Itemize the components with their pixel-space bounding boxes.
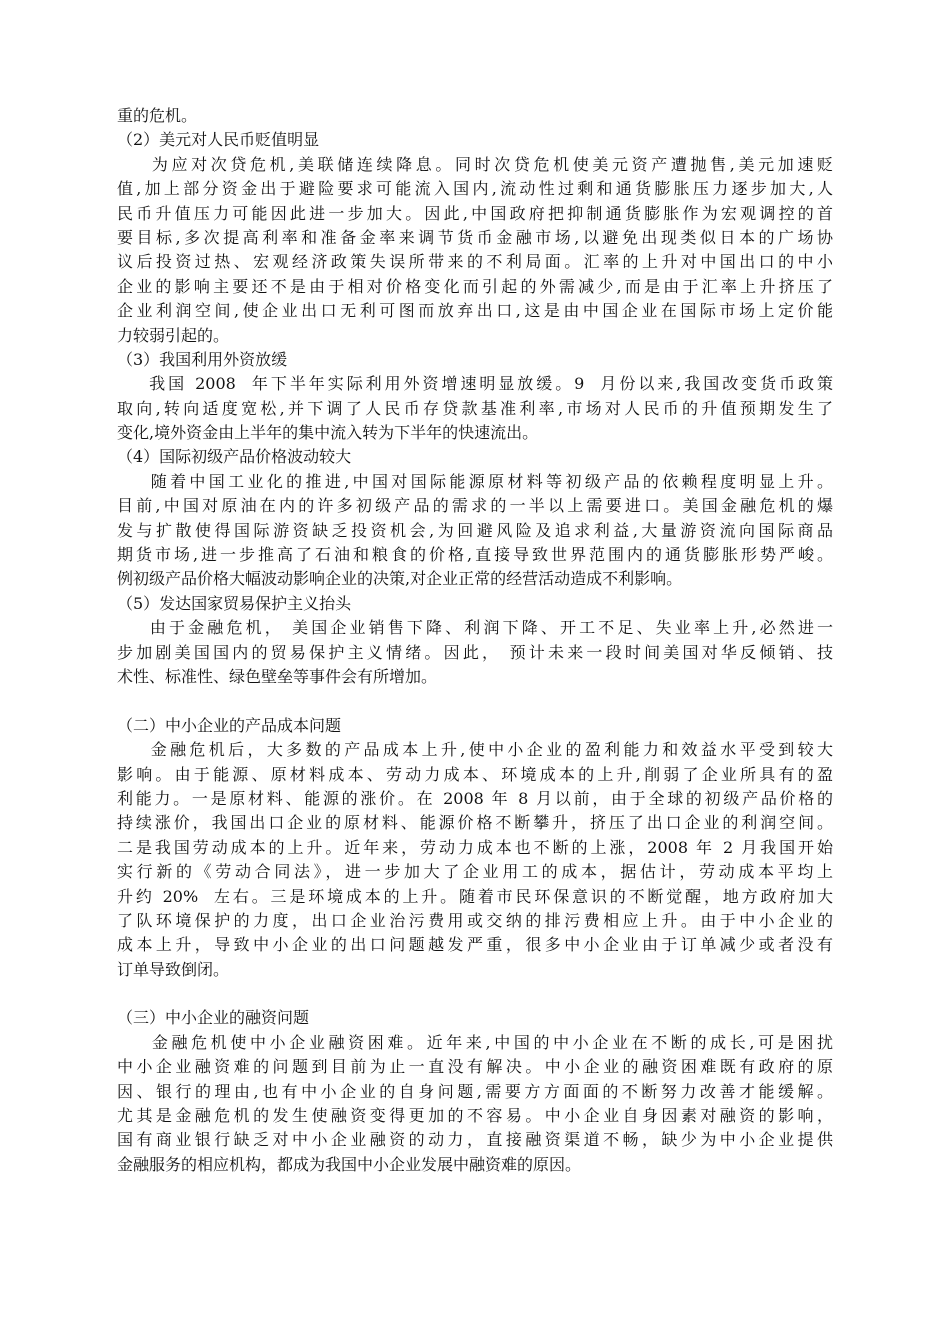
- paragraph-line: 目前,中国对原油在内的许多初级产品的需求的一半以上需要进口。美国金融危机的爆: [117, 496, 833, 516]
- paragraph-line: 例初级产品价格大幅波动影响企业的决策,对企业正常的经营活动造成不利影响。: [117, 569, 683, 589]
- subsection-heading: （5）发达国家贸易保护主义抬头: [117, 593, 352, 613]
- intro-line: 重的危机。: [117, 106, 198, 125]
- paragraph-line: 企业的影响主要还不是由于相对价格变化而引起的外需减少,而是由于汇率上升挤压了: [117, 276, 833, 296]
- paragraph-line: 订单导致倒闭。: [117, 959, 230, 979]
- paragraph-line: 尤其是金融危机的发生使融资变得更加的不容易。中小企业自身因素对融资的影响，: [117, 1106, 833, 1126]
- paragraph-line: 实行新的《劳动合同法》，进一步加大了企业用工的成本，据估计，劳动成本平均上: [117, 862, 833, 882]
- subsection-heading: （4）国际初级产品价格波动较大: [117, 447, 352, 467]
- paragraph-line: 变化,境外资金由上半年的集中流入转为下半年的快速流出。: [117, 423, 539, 443]
- paragraph-line: 由于金融危机， 美国企业销售下降、利润下降、开工不足、失业率上升,必然进一: [117, 618, 833, 638]
- paragraph-line: 随着中国工业化的推进,中国对国际能源原材料等初级产品的依赖程度明显上升。: [117, 471, 833, 491]
- section-heading: （二）中小企业的产品成本问题: [117, 715, 342, 735]
- paragraph-line: 升约 20% 左右。三是环境成本的上升。随着市民环保意识的不断觉醒，地方政府加大: [117, 886, 833, 906]
- paragraph-line: 民币升值压力可能因此进一步加大。因此,中国政府把抑制通货膨胀作为宏观调控的首: [117, 203, 833, 223]
- paragraph-line: 影响。由于能源、原材料成本、劳动力成本、环境成本的上升,削弱了企业所具有的盈: [117, 764, 833, 784]
- paragraph-line: 我国 2008 年下半年实际利用外资增速明显放缓。9 月份以来,我国改变货币政策: [117, 374, 833, 394]
- paragraph-line: 金融危机使中小企业融资困难。近年来,中国的中小企业在不断的成长,可是困扰: [117, 1032, 833, 1052]
- paragraph-line: 企业利润空间,使企业出口无利可图而放弃出口,这是由中国企业在国际市场上定价能: [117, 301, 833, 321]
- paragraph-line: 金融危机后，大多数的产品成本上升,使中小企业的盈利能力和效益水平受到较大: [117, 740, 833, 760]
- paragraph-line: 国有商业银行缺乏对中小企业融资的动力，直接融资渠道不畅，缺少为中小企业提供: [117, 1130, 833, 1150]
- paragraph-line: 利能力。一是原材料、能源的涨价。在 2008 年 8 月以前，由于全球的初级产品价格的: [117, 788, 833, 808]
- paragraph-line: 中小企业融资难的问题到目前为止一直没有解决。中小企业的融资困难既有政府的原: [117, 1057, 833, 1077]
- paragraph-gap: [117, 982, 833, 1006]
- paragraph-line: 因、银行的理由,也有中小企业的自身问题,需要方方面面的不断努力改善才能缓解。: [117, 1081, 833, 1101]
- paragraph-line: 发与扩散使得国际游资缺乏投资机会,为回避风险及追求利益,大量游资流向国际商品: [117, 520, 833, 540]
- paragraph-line: 期货市场,进一步推高了石油和粮食的价格,直接导致世界范围内的通货膨胀形势严峻。: [117, 545, 833, 565]
- section-heading: （三）中小企业的融资问题: [117, 1008, 310, 1028]
- paragraph-gap: [117, 689, 833, 713]
- paragraph-line: 为应对次贷危机,美联储连续降息。同时次贷危机使美元资产遭抛售,美元加速贬: [117, 154, 833, 174]
- paragraph-line: 持续涨价，我国出口企业的原材料、能源价格不断攀升，挤压了出口企业的利润空间。: [117, 813, 833, 833]
- paragraph-line: 成本上升，导致中小企业的出口问题越发严重，很多中小企业由于订单减少或者没有: [117, 935, 833, 955]
- paragraph-line: 议后投资过热、宏观经济政策失误所带来的不利局面。汇率的上升对中国出口的中小: [117, 252, 833, 272]
- document-page: [117, 104, 833, 1177]
- subsection-heading: （3）我国利用外资放缓: [117, 349, 288, 369]
- paragraph-line: 步加剧美国国内的贸易保护主义情绪。因此， 预计未来一段时间美国对华反倾销、技: [117, 642, 833, 662]
- paragraph-line: 力较弱引起的。: [117, 325, 230, 345]
- paragraph-line: 要目标,多次提高利率和准备金率来调节货币金融市场,以避免出现类似日本的广场协: [117, 227, 833, 247]
- paragraph-line: 值,加上部分资金出于避险要求可能流入国内,流动性过剩和通货膨胀压力逐步加大,人: [117, 179, 833, 199]
- paragraph-line: 取向,转向适度宽松,并下调了人民币存贷款基准利率,市场对人民币的升值预期发生了: [117, 398, 833, 418]
- paragraph-line: 金融服务的相应机构，都成为我国中小企业发展中融资难的原因。: [117, 1154, 582, 1174]
- paragraph-line: 了队环境保护的力度，出口企业治污费用或交纳的排污费相应上升。由于中小企业的: [117, 910, 833, 930]
- paragraph-line: 二是我国劳动成本的上升。近年来，劳动力成本也不断的上涨，2008 年 2 月我国开始: [117, 837, 833, 857]
- subsection-heading: （2）美元对人民币贬值明显: [117, 130, 320, 150]
- paragraph-line: 术性、标准性、绿色壁垒等事件会有所增加。: [117, 666, 438, 686]
